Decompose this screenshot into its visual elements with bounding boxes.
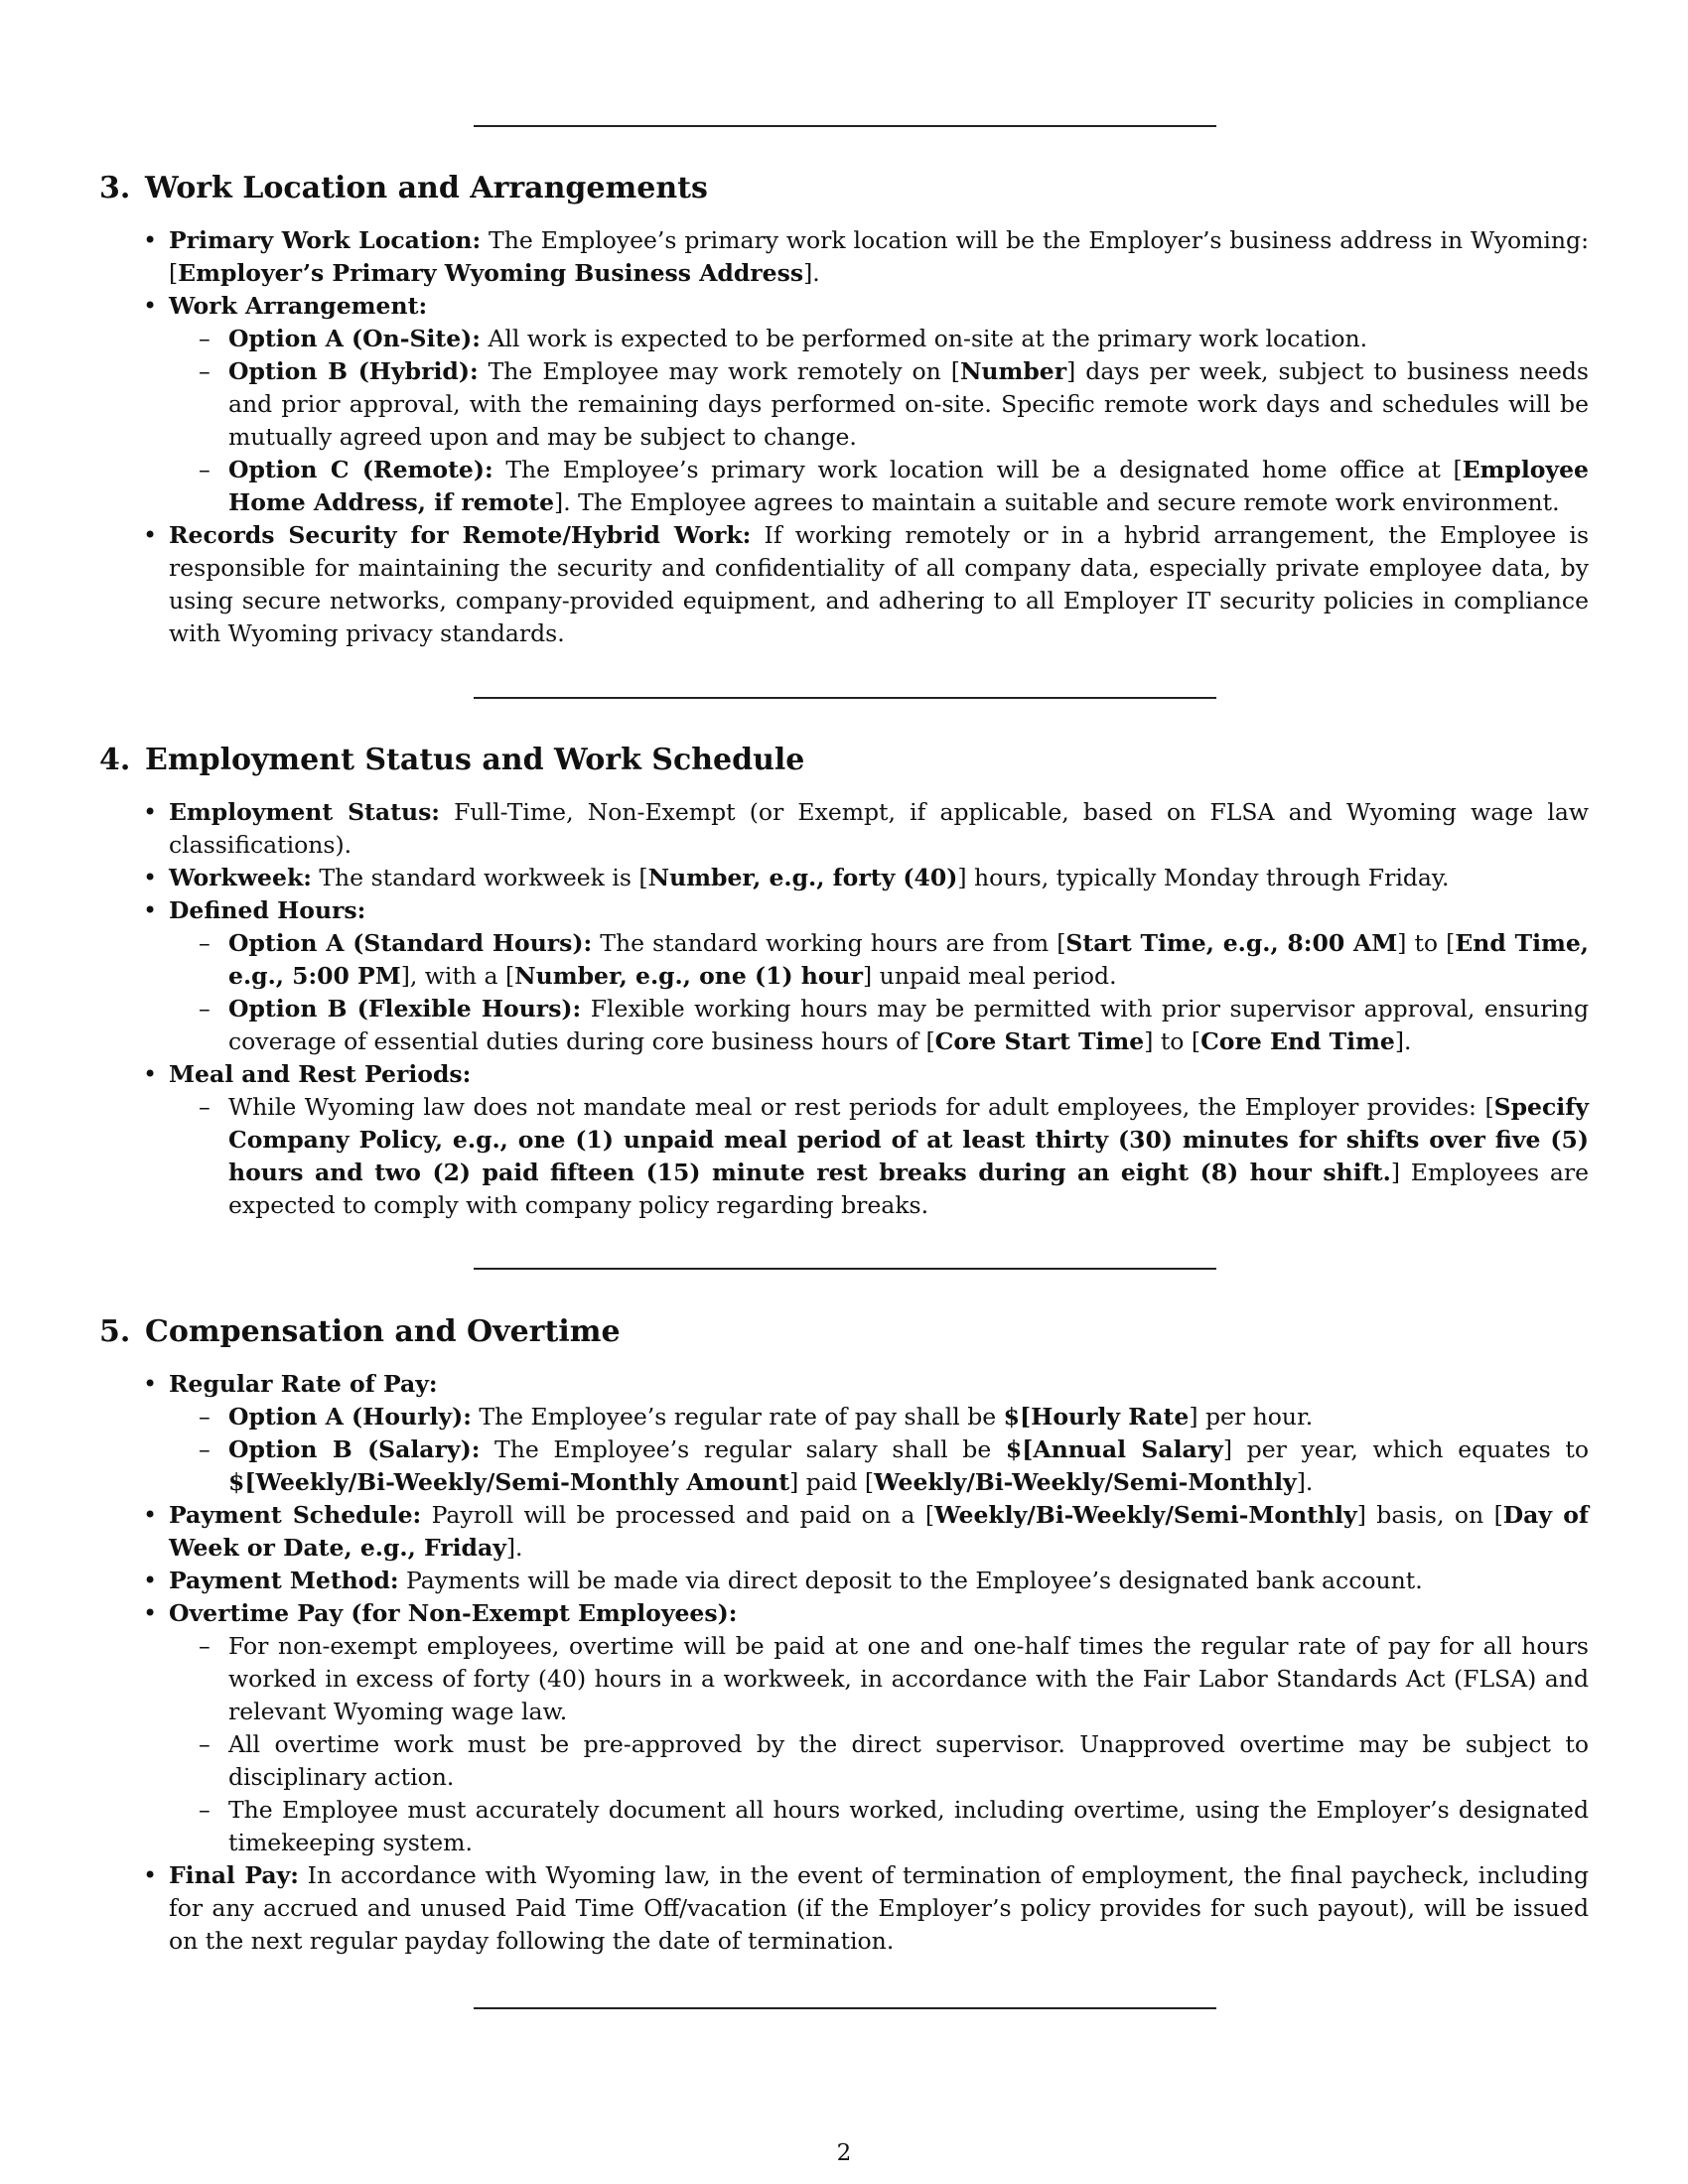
list-item: • Payment Schedule: Payroll will be processed and paid on a [Weekly/Bi-Weekly/Semi-Monthly] basis, on [Day of Week or Date, e.g., Friday]. <box>169 1499 1589 1565</box>
bullet-list <box>99 1368 1589 1958</box>
sub-list-item: – Option B (Salary): The Employee’s regular salary shall be $[Annual Salary] per year, which equates to $[Weekly/Bi-Weekly/Semi-Monthly Amount] paid [Weekly/Bi-Weekly/Semi-Monthly]. <box>228 1433 1589 1499</box>
list-item: • Primary Work Location: The Employee’s primary work location will be the Employer’s business address in Wyoming: [Employer’s Primary Wyoming Business Address]. <box>169 224 1589 290</box>
sub-list <box>169 927 1589 1058</box>
sub-list-item: – The Employee must accurately document all hours worked, including overtime, using the Employer’s designated timekeeping system. <box>228 1794 1589 1859</box>
sub-list-item: – All overtime work must be pre-approved by the direct supervisor. Unapproved overtime may be subject to disciplinary action. <box>228 1728 1589 1794</box>
horizontal-rule <box>474 2007 1216 2009</box>
list-item: • Workweek: The standard workweek is [Number, e.g., forty (40)] hours, typically Monday through Friday. <box>169 862 1589 894</box>
sub-list-item: – Option A (Standard Hours): The standard working hours are from [Start Time, e.g., 8:00 AM] to [End Time, e.g., 5:00 PM], with a [Number, e.g., one (1) hour] unpaid meal period. <box>228 927 1589 993</box>
list-item: • Payment Method: Payments will be made via direct deposit to the Employee’s designated bank account. <box>169 1565 1589 1597</box>
section-3 <box>99 169 1589 650</box>
section-heading: 3. Work Location and Arrangements <box>99 171 708 205</box>
list-item: • Work Arrangement: – Option A (On-Site): All work is expected to be performed on-site at the primary work location. – Option B (Hybrid): The Employee may work remotely on [Number] days per week, subject to business needs and prior approval, with the remaining days performed on-site. Specific remote work days and schedules will be mutually agreed upon and may be subject to change. – Option C (Remote): The Employee’s primary work location will be a designated home office at [Employee Home Address, if remote]. The Employee agrees to maintain a suitable and secure remote work environment. <box>169 290 1589 519</box>
list-item: • Defined Hours: – Option A (Standard Hours): The standard working hours are from [Start Time, e.g., 8:00 AM] to [End Time, e.g., 5:00 PM], with a [Number, e.g., one (1) hour] unpaid meal period. – Option B (Flexible Hours): Flexible working hours may be permitted with prior supervisor approval, ensuring coverage of essential duties during core business hours of [Core Start Time] to [Core End Time]. <box>169 894 1589 1058</box>
sub-list-item: – Option B (Hybrid): The Employee may work remotely on [Number] days per week, subject to business needs and prior approval, with the remaining days performed on-site. Specific remote work days and schedules will be mutually agreed upon and may be subject to change. <box>228 355 1589 454</box>
list-item: • Regular Rate of Pay: – Option A (Hourly): The Employee’s regular rate of pay shall be $[Hourly Rate] per hour. – Option B (Salary): The Employee’s regular salary shall be $[Annual Salary] per year, which equates to $[Weekly/Bi-Weekly/Semi-Monthly Amount] paid [Weekly/Bi-Weekly/Semi-Monthly]. <box>169 1368 1589 1499</box>
section-5 <box>99 1312 1589 1958</box>
sub-list <box>169 1091 1589 1222</box>
list-item: • Records Security for Remote/Hybrid Work: If working remotely or in a hybrid arrangement, the Employee is responsible for maintaining the security and confidentiality of all company data, especially private employee data, by using secure networks, company-provided equipment, and adhering to all Employer IT security policies in compliance with Wyoming privacy standards. <box>169 519 1589 650</box>
section-heading: 5. Compensation and Overtime <box>99 1314 621 1349</box>
bullet-list <box>99 796 1589 1222</box>
sub-list-item: – Option C (Remote): The Employee’s primary work location will be a designated home office at [Employee Home Address, if remote]. The Employee agrees to maintain a suitable and secure remote work environment. <box>228 454 1589 519</box>
list-item: • Employment Status: Full-Time, Non-Exempt (or Exempt, if applicable, based on FLSA and Wyoming wage law classifications). <box>169 796 1589 862</box>
sub-list <box>169 323 1589 519</box>
horizontal-rule <box>474 697 1216 699</box>
list-item: • Final Pay: In accordance with Wyoming law, in the event of termination of employment, the final paycheck, including for any accrued and unused Paid Time Off/vacation (if the Employer’s policy provides for such payout), will be issued on the next regular payday following the date of termination. <box>169 1859 1589 1958</box>
section-4 <box>99 741 1589 1222</box>
sub-list <box>169 1630 1589 1859</box>
sub-list-item: – Option B (Flexible Hours): Flexible working hours may be permitted with prior supervisor approval, ensuring coverage of essential duties during core business hours of [Core Start Time] to [Core End Time]. <box>228 993 1589 1058</box>
horizontal-rule <box>474 1268 1216 1270</box>
page-number: 2 <box>836 2140 852 2166</box>
sub-list-item: – Option A (On-Site): All work is expected to be performed on-site at the primary work location. <box>228 323 1589 355</box>
sub-list-item: – While Wyoming law does not mandate meal or rest periods for adult employees, the Employer provides: [Specify Company Policy, e.g., one (1) unpaid meal period of at least thirty (30) minutes for shifts over five (5) hours and two (2) paid fifteen (15) minute rest breaks during an eight (8) hour shift.] Employees are expected to comply with company policy regarding breaks. <box>228 1091 1589 1222</box>
sub-list <box>169 1401 1589 1499</box>
list-item: • Overtime Pay (for Non-Exempt Employees): – For non-exempt employees, overtime will be paid at one and one-half times the regular rate of pay for all hours worked in excess of forty (40) hours in a workweek, in accordance with the Fair Labor Standards Act (FLSA) and relevant Wyoming wage law. – All overtime work must be pre-approved by the direct supervisor. Unapproved overtime may be subject to disciplinary action. – The Employee must accurately document all hours worked, including overtime, using the Employer’s designated timekeeping system. <box>169 1597 1589 1859</box>
list-item: • Meal and Rest Periods: – While Wyoming law does not mandate meal or rest periods for adult employees, the Employer provides: [Specify Company Policy, e.g., one (1) unpaid meal period of at least thirty (30) minutes for shifts over five (5) hours and two (2) paid fifteen (15) minute rest breaks during an eight (8) hour shift.] Employees are expected to comply with company policy regarding breaks. <box>169 1058 1589 1222</box>
sub-list-item: – Option A (Hourly): The Employee’s regular rate of pay shall be $[Hourly Rate] per hour. <box>228 1401 1589 1433</box>
sub-list-item: – For non-exempt employees, overtime will be paid at one and one-half times the regular rate of pay for all hours worked in excess of forty (40) hours in a workweek, in accordance with the Fair Labor Standards Act (FLSA) and relevant Wyoming wage law. <box>228 1630 1589 1728</box>
bullet-list <box>99 224 1589 650</box>
section-heading: 4. Employment Status and Work Schedule <box>99 743 805 777</box>
horizontal-rule <box>474 125 1216 127</box>
